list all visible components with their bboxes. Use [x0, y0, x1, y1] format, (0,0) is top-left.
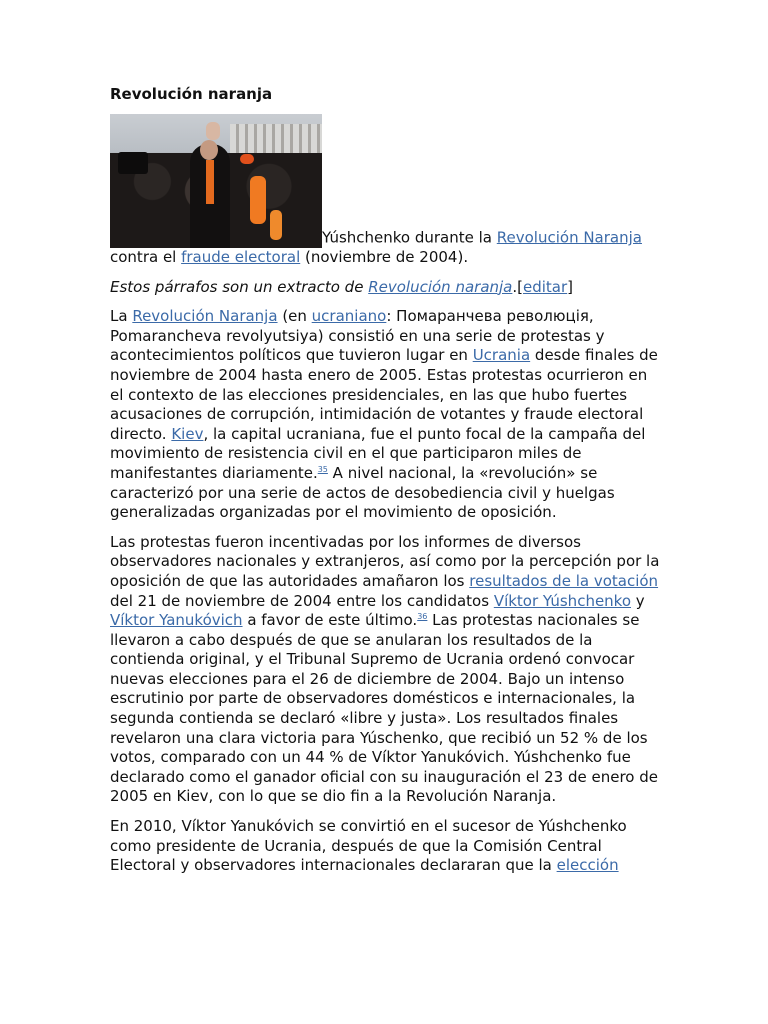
- link-ucraniano[interactable]: ucraniano: [311, 307, 387, 326]
- link-revolucion-naranja[interactable]: Revolución Naranja: [496, 228, 642, 247]
- paragraph-2: Las protestas fueron incentivadas por los informes de diversos observadores nacionales y extranjeros, así como por la percepción por la oposición de que las autoridades amañaron los resultados de la votación del 21 de noviembre de 2004 entre los candidatos Víktor Yúshchenko y Víktor Yanukóvich a favor de este último.$^{36}$ Las protestas nacionales se llevaron a cabo después de que se anularan los resultados de la contienda original, y el Tribunal Supremo de Ucrania ordenó convocar nuevas elecciones para el 26 de diciembre de 2004. Bajo un intenso escrutinio por parte de observadores domésticos e internacionales, la segunda contienda se declaró «libre y justa». Los resultados finales revelaron una clara victoria para Yúschenko, que recibió un 52 % de los votos, comparado con un 44 % de Víktor Yanukóvich. Yúshchenko fue declarado como el ganador oficial con su inauguración el 23 de enero de 2005 en Kiev, con lo que se dio fin a la Revolución Naranja.: [110, 532, 660, 806]
- protest-photo: [110, 114, 322, 248]
- link-resultados-votacion[interactable]: resultados de la votación: [469, 571, 659, 590]
- reference-36[interactable]: 36: [417, 612, 428, 622]
- link-revolucion-naranja-2[interactable]: Revolución Naranja: [132, 307, 278, 326]
- link-viktor-yanukovich[interactable]: Víktor Yanukóvich: [110, 611, 243, 630]
- edit-link[interactable]: editar: [523, 277, 568, 296]
- link-kiev[interactable]: Kiev: [171, 424, 204, 443]
- link-fraude-electoral[interactable]: fraude electoral: [181, 248, 301, 266]
- link-ucrania[interactable]: Ucrania: [472, 346, 531, 365]
- paragraph-3: En 2010, Víktor Yanukóvich se convirtió en el sucesor de Yúshchenko como presidente de Ucrania, después de que la Comisión Central Electoral y observadores internacionales declararan que la elección: [110, 817, 627, 875]
- link-viktor-yushchenko[interactable]: Víktor Yúshchenko: [493, 591, 632, 610]
- link-eleccion[interactable]: elección: [556, 856, 619, 875]
- page-title: Revolución naranja: [110, 85, 273, 103]
- figure-with-caption: [110, 114, 660, 268]
- extract-notice: Estos párrafos son un extracto de Revolución naranja.[editar]: [110, 277, 574, 296]
- reference-35[interactable]: 35: [317, 464, 328, 474]
- paragraph-1: La Revolución Naranja (en ucraniano: Помаранчева революція, Pomarancheva revolyutsiya) consistió en una serie de protestas y acontecimientos políticos que tuvieron lugar en Ucrania desde finales de noviembre de 2004 hasta enero de 2005. Estas protestas ocurrieron en el contexto de las elecciones presidenciales, en las que hubo fuertes acusaciones de corrupción, intimidación de votantes y fraude electoral directo. Kiev, la capital ucraniana, fue el punto focal de la campaña del movimiento de resistencia civil en el que participaron miles de manifestantes diariamente.$^{35}$ A nivel nacional, la «revolución» se caracterizó por una serie de actos de desobediencia civil y huelgas generalizadas organizadas por el movimiento de oposición.: [110, 307, 658, 522]
- article: [110, 84, 660, 886]
- caption-text: contra el: [110, 248, 182, 266]
- caption-text: Yúshchenko durante la: [322, 228, 497, 247]
- caption-text: (noviembre de 2004).: [300, 248, 469, 266]
- link-revolucion-naranja-article[interactable]: Revolución naranja: [368, 277, 513, 296]
